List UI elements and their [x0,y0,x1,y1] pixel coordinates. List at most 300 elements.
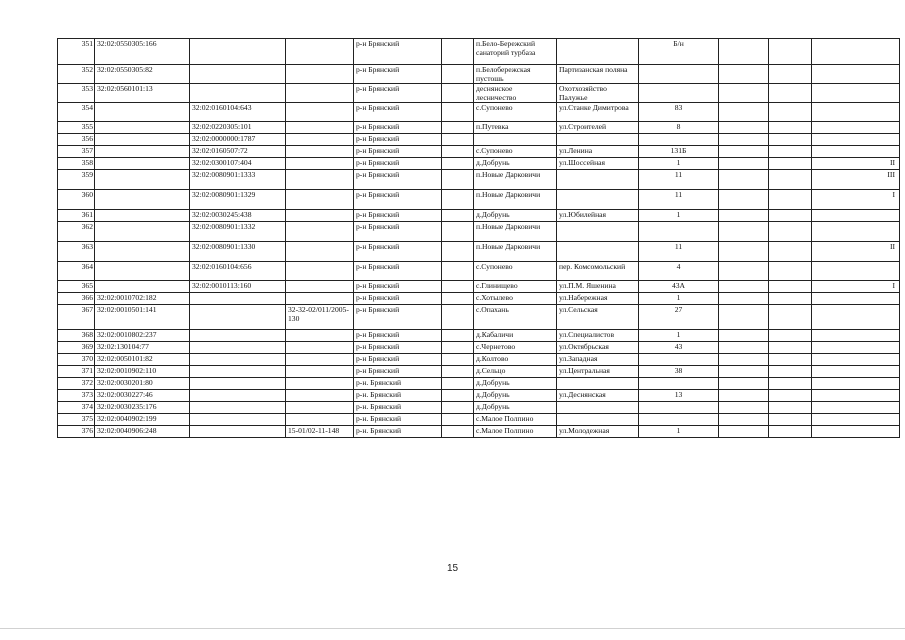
cadastral-number-alt: 32:02:0300107:404 [190,158,286,170]
district: р-н Брянский [354,293,442,305]
extra-col-1 [719,134,769,146]
extra-col-2 [769,262,812,281]
house-number [639,378,719,390]
settlement: деснянское лесничество [474,84,557,103]
registration-number: 32-32-02/011/2005-130 [286,305,354,330]
extra-col-2 [769,366,812,378]
empty-cell [442,378,474,390]
settlement: д.Добрунь [474,158,557,170]
cadastral-number-alt: 32:02:0010113:160 [190,281,286,293]
extra-col-2 [769,414,812,426]
cadastral-number [95,222,190,242]
empty-cell [442,366,474,378]
cadastral-number-alt [190,342,286,354]
table-row [58,262,900,281]
house-number [639,414,719,426]
extra-col-2 [769,293,812,305]
extra-col-2 [769,426,812,438]
extra-col-1 [719,390,769,402]
cadastral-number [95,281,190,293]
cadastral-number: 32:02:0010902:110 [95,366,190,378]
registration-number [286,122,354,134]
district: р-н Брянский [354,281,442,293]
registration-number [286,354,354,366]
cadastral-number-alt: 32:02:0080901:1333 [190,170,286,190]
street: ул.Строителей [557,122,639,134]
row-number: 359 [58,170,95,190]
row-number: 357 [58,146,95,158]
table-row [58,65,900,84]
row-number: 361 [58,210,95,222]
settlement: п.Новые Дарковичи [474,242,557,262]
district: р-н Брянский [354,103,442,122]
extra-col-2 [769,402,812,414]
table-row [58,170,900,190]
registration-number [286,103,354,122]
extra-col-1 [719,402,769,414]
extra-col-2 [769,242,812,262]
settlement: д.Добрунь [474,210,557,222]
table-row [58,305,900,330]
extra-col-3: I [812,281,900,293]
cadastral-number [95,262,190,281]
district: р-н. Брянский [354,426,442,438]
street: ул.Шоссейная [557,158,639,170]
empty-cell [442,330,474,342]
settlement: с.Опахань [474,305,557,330]
settlement: д.Добрунь [474,378,557,390]
extra-col-1 [719,65,769,84]
extra-col-1 [719,84,769,103]
registration-number [286,281,354,293]
house-number: 1 [639,293,719,305]
street: ул.Ленина [557,146,639,158]
row-number: 355 [58,122,95,134]
extra-col-2 [769,210,812,222]
house-number: 131Б [639,146,719,158]
row-number: 363 [58,242,95,262]
street: Охотхозяйство Палужье [557,84,639,103]
cadastral-number-alt: 32:02:0160104:656 [190,262,286,281]
extra-col-1 [719,330,769,342]
house-number: 43 [639,342,719,354]
cadastral-number: 32:02:0010501:141 [95,305,190,330]
district: р-н Брянский [354,210,442,222]
empty-cell [442,305,474,330]
extra-col-3 [812,354,900,366]
cadastral-number-alt: 32:02:0220305:101 [190,122,286,134]
cadastral-number-alt [190,65,286,84]
settlement: п.Новые Дарковичи [474,222,557,242]
settlement [474,134,557,146]
street [557,39,639,65]
cadastral-number [95,242,190,262]
extra-col-3 [812,122,900,134]
empty-cell [442,342,474,354]
row-number: 362 [58,222,95,242]
row-number: 372 [58,378,95,390]
table-row [58,354,900,366]
extra-col-1 [719,293,769,305]
cadastral-number: 32:02:0030201:80 [95,378,190,390]
extra-col-3 [812,146,900,158]
cadastral-number [95,190,190,210]
district: р-н. Брянский [354,390,442,402]
extra-col-3 [812,39,900,65]
scan-edge-mark [0,628,905,629]
registration-number [286,414,354,426]
street [557,402,639,414]
house-number [639,134,719,146]
street: ул.Набережная [557,293,639,305]
row-number: 365 [58,281,95,293]
extra-col-2 [769,158,812,170]
house-number: 38 [639,366,719,378]
house-number: 11 [639,170,719,190]
empty-cell [442,103,474,122]
table-row [58,426,900,438]
registration-number [286,242,354,262]
register-body [58,39,900,438]
row-number: 369 [58,342,95,354]
row-number: 366 [58,293,95,305]
registration-number [286,342,354,354]
table-row [58,342,900,354]
extra-col-1 [719,158,769,170]
row-number: 368 [58,330,95,342]
row-number: 356 [58,134,95,146]
registration-number [286,158,354,170]
empty-cell [442,122,474,134]
cadastral-number-alt [190,402,286,414]
empty-cell [442,222,474,242]
empty-cell [442,146,474,158]
settlement: с.Малое Полпино [474,426,557,438]
house-number [639,65,719,84]
table-row [58,146,900,158]
table-row [58,103,900,122]
extra-col-2 [769,222,812,242]
cadastral-number-alt: 32:02:0160507:72 [190,146,286,158]
street [557,190,639,210]
street [557,378,639,390]
extra-col-3 [812,210,900,222]
row-number: 353 [58,84,95,103]
extra-col-2 [769,134,812,146]
district: р-н Брянский [354,84,442,103]
settlement: с.Супонево [474,262,557,281]
empty-cell [442,190,474,210]
settlement: с.Хотылево [474,293,557,305]
district: р-н Брянский [354,366,442,378]
extra-col-3 [812,293,900,305]
table-row [58,84,900,103]
row-number: 376 [58,426,95,438]
district: р-н Брянский [354,146,442,158]
cadastral-number: 32:02:0010802:237 [95,330,190,342]
street [557,242,639,262]
empty-cell [442,170,474,190]
extra-col-1 [719,122,769,134]
cadastral-number [95,158,190,170]
district: р-н Брянский [354,354,442,366]
extra-col-1 [719,39,769,65]
registration-number [286,222,354,242]
extra-col-3 [812,330,900,342]
district: р-н. Брянский [354,402,442,414]
row-number: 351 [58,39,95,65]
table-row [58,330,900,342]
empty-cell [442,134,474,146]
district: р-н Брянский [354,190,442,210]
house-number: 4 [639,262,719,281]
cadastral-number-alt [190,378,286,390]
house-number [639,402,719,414]
cadastral-number: 32:02:0030235:176 [95,402,190,414]
empty-cell [442,65,474,84]
empty-cell [442,390,474,402]
cadastral-number-alt: 32:02:0000000:1787 [190,134,286,146]
district: р-н Брянский [354,262,442,281]
registration-number [286,390,354,402]
cadastral-number [95,134,190,146]
table-row [58,134,900,146]
district: р-н. Брянский [354,414,442,426]
district: р-н Брянский [354,222,442,242]
house-number: 1 [639,330,719,342]
cadastral-number: 32:02:0010702:182 [95,293,190,305]
registration-number: 15-01/02-11-148 [286,426,354,438]
extra-col-3 [812,426,900,438]
settlement: д.Добрунь [474,402,557,414]
street [557,134,639,146]
cadastral-number [95,103,190,122]
table-row [58,281,900,293]
empty-cell [442,402,474,414]
table-row [58,402,900,414]
page-number: 15 [446,563,459,574]
settlement: с.Супонево [474,146,557,158]
house-number: 43А [639,281,719,293]
extra-col-1 [719,426,769,438]
table-row [58,378,900,390]
house-number [639,222,719,242]
extra-col-3 [812,342,900,354]
registration-number [286,65,354,84]
row-number: 367 [58,305,95,330]
settlement: с.Чернетово [474,342,557,354]
registration-number [286,366,354,378]
extra-col-2 [769,146,812,158]
row-number: 371 [58,366,95,378]
empty-cell [442,281,474,293]
cadastral-number: 32:02:0550305:82 [95,65,190,84]
cadastral-number [95,210,190,222]
registration-number [286,170,354,190]
street [557,414,639,426]
house-number: 27 [639,305,719,330]
street: пер. Комсомольский [557,262,639,281]
street: ул.Центральная [557,366,639,378]
table-row [58,39,900,65]
district: р-н Брянский [354,65,442,84]
extra-col-1 [719,342,769,354]
registration-number [286,134,354,146]
extra-col-2 [769,390,812,402]
cadastral-number-alt: 32:02:0080901:1332 [190,222,286,242]
street: ул.Сельская [557,305,639,330]
extra-col-3 [812,414,900,426]
extra-col-1 [719,210,769,222]
street [557,222,639,242]
cadastral-number-alt [190,354,286,366]
district: р-н Брянский [354,170,442,190]
registration-number [286,190,354,210]
empty-cell [442,84,474,103]
empty-cell [442,414,474,426]
district: р-н. Брянский [354,378,442,390]
cadastral-number-alt [190,366,286,378]
house-number: 13 [639,390,719,402]
row-number: 352 [58,65,95,84]
row-number: 373 [58,390,95,402]
extra-col-1 [719,305,769,330]
cadastral-number [95,170,190,190]
extra-col-3 [812,134,900,146]
empty-cell [442,293,474,305]
street: ул.Октябрьская [557,342,639,354]
house-number: 1 [639,158,719,170]
cadastral-number-alt [190,84,286,103]
settlement: с.Малое Полпино [474,414,557,426]
cadastral-number-alt [190,414,286,426]
extra-col-3: III [812,170,900,190]
registration-number [286,330,354,342]
cadastral-number-alt [190,426,286,438]
cadastral-number: 32:02:0550305:166 [95,39,190,65]
empty-cell [442,262,474,281]
extra-col-1 [719,103,769,122]
cadastral-number [95,146,190,158]
settlement: п.Новые Дарковичи [474,190,557,210]
extra-col-1 [719,170,769,190]
extra-col-2 [769,65,812,84]
registration-number [286,84,354,103]
table-row [58,293,900,305]
cadastral-number: 32:02:0030227:46 [95,390,190,402]
extra-col-1 [719,354,769,366]
extra-col-2 [769,122,812,134]
district: р-н Брянский [354,305,442,330]
extra-col-1 [719,281,769,293]
row-number: 374 [58,402,95,414]
extra-col-1 [719,378,769,390]
empty-cell [442,242,474,262]
street: ул.Специалистов [557,330,639,342]
extra-col-2 [769,330,812,342]
empty-cell [442,39,474,65]
extra-col-2 [769,342,812,354]
extra-col-2 [769,103,812,122]
settlement: п.Путевка [474,122,557,134]
street: ул.Станке Димитрова [557,103,639,122]
row-number: 360 [58,190,95,210]
extra-col-3 [812,262,900,281]
extra-col-1 [719,190,769,210]
house-number: 1 [639,210,719,222]
district: р-н Брянский [354,158,442,170]
extra-col-1 [719,414,769,426]
settlement: с.Глинищево [474,281,557,293]
street: ул.Молодежная [557,426,639,438]
house-number: Б/н [639,39,719,65]
registration-number [286,39,354,65]
extra-col-1 [719,222,769,242]
extra-col-3 [812,390,900,402]
settlement: д.Колтово [474,354,557,366]
row-number: 364 [58,262,95,281]
extra-col-2 [769,354,812,366]
row-number: 375 [58,414,95,426]
extra-col-3: II [812,158,900,170]
settlement: д.Кабаличи [474,330,557,342]
extra-col-3 [812,222,900,242]
table-row [58,366,900,378]
property-register-table [57,38,900,438]
settlement: д.Сельцо [474,366,557,378]
extra-col-3 [812,103,900,122]
extra-col-3 [812,366,900,378]
district: р-н Брянский [354,342,442,354]
table-row [58,190,900,210]
extra-col-1 [719,242,769,262]
table-row [58,122,900,134]
row-number: 358 [58,158,95,170]
cadastral-number-alt: 32:02:0030245:438 [190,210,286,222]
extra-col-3 [812,402,900,414]
extra-col-2 [769,378,812,390]
extra-col-2 [769,190,812,210]
street: Партизанская поляна [557,65,639,84]
house-number [639,84,719,103]
registration-number [286,378,354,390]
extra-col-3 [812,65,900,84]
extra-col-3: II [812,242,900,262]
settlement: п.Новые Дарковичи [474,170,557,190]
extra-col-2 [769,84,812,103]
registration-number [286,402,354,414]
row-number: 370 [58,354,95,366]
district: р-н Брянский [354,242,442,262]
district: р-н Брянский [354,330,442,342]
cadastral-number-alt: 32:02:0160104:643 [190,103,286,122]
registration-number [286,262,354,281]
cadastral-number-alt [190,330,286,342]
extra-col-2 [769,305,812,330]
table-row [58,242,900,262]
street: ул.П.М. Яшенина [557,281,639,293]
empty-cell [442,426,474,438]
cadastral-number: 32:02:0040902:199 [95,414,190,426]
street: ул.Юбилейная [557,210,639,222]
extra-col-3 [812,378,900,390]
table-row [58,158,900,170]
cadastral-number: 32:02:0560101:13 [95,84,190,103]
house-number: 8 [639,122,719,134]
settlement: д.Добрунь [474,390,557,402]
table-row [58,222,900,242]
extra-col-1 [719,262,769,281]
